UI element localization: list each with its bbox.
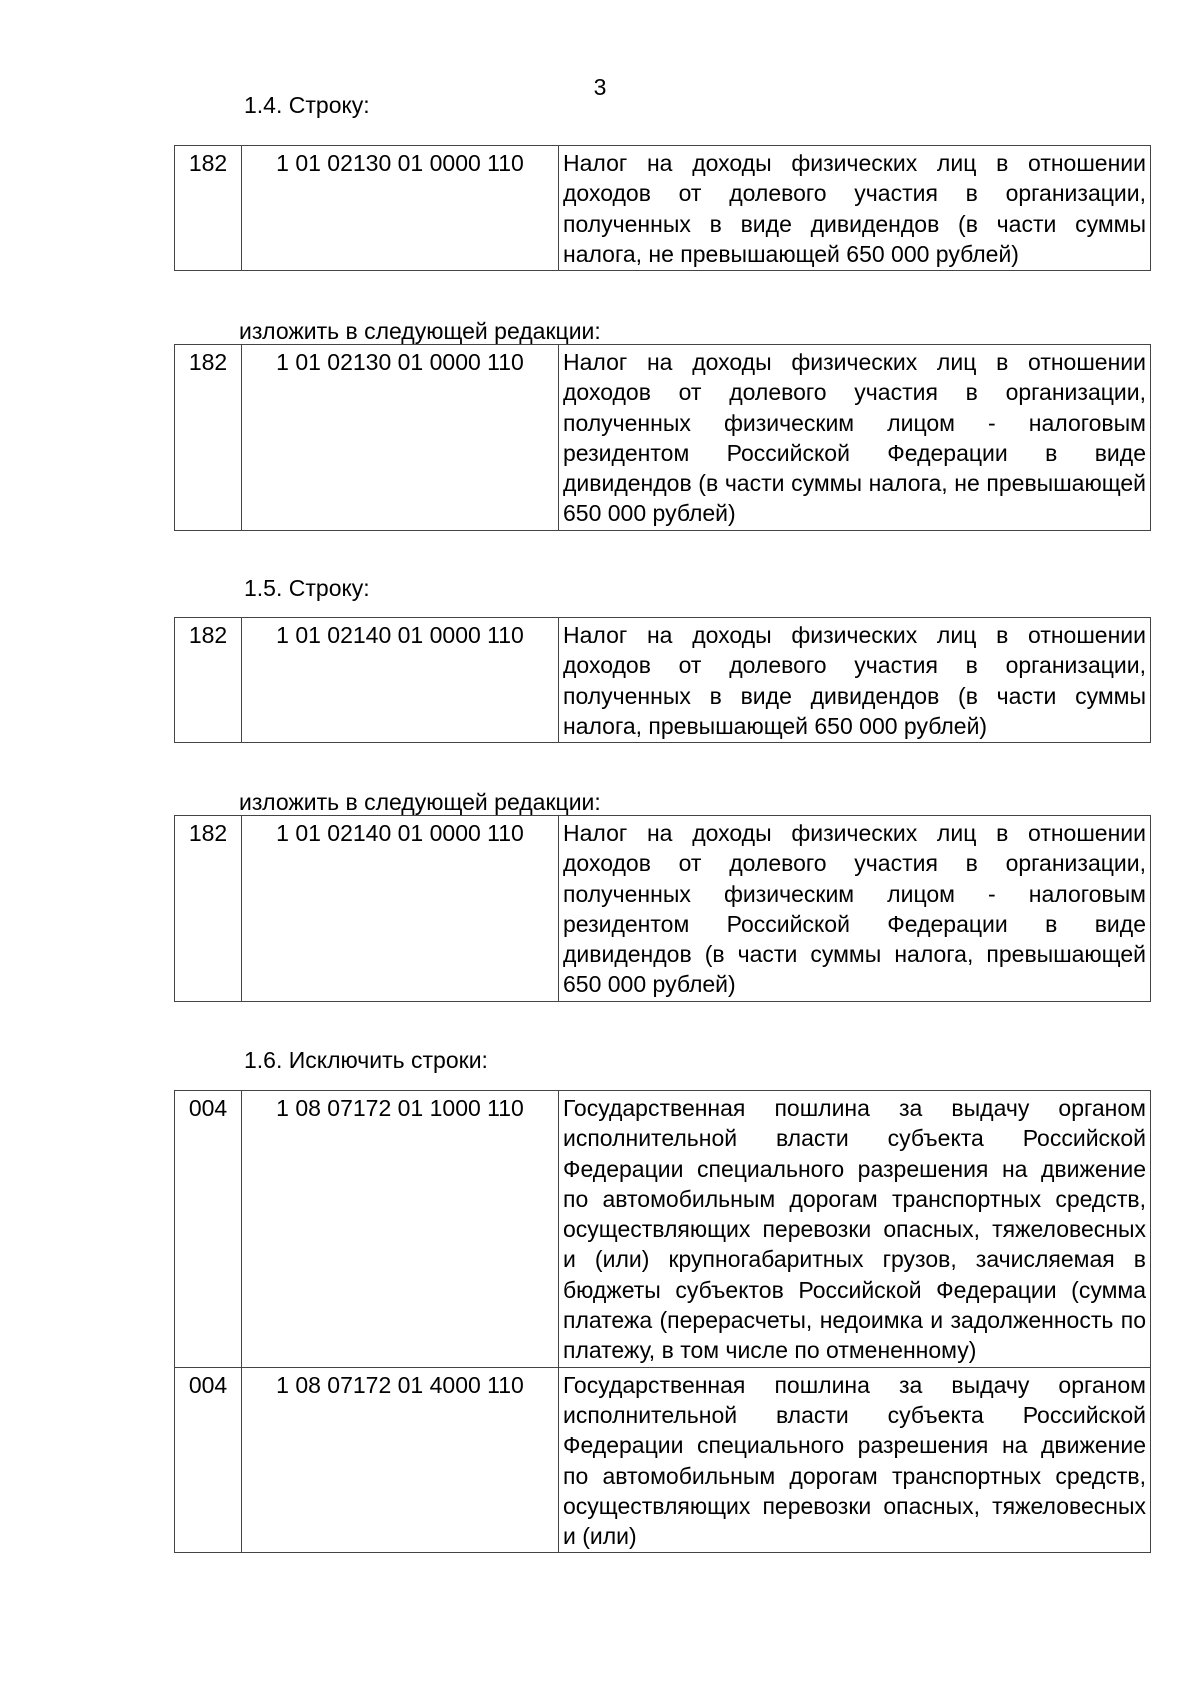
edit-heading-1-5: изложить в следующей редакции: (239, 789, 601, 815)
kbk-cell: 1 01 02140 01 0000 110 (242, 618, 559, 743)
kbk-cell: 1 01 02140 01 0000 110 (242, 816, 559, 1002)
table-row (175, 816, 1151, 1002)
edit-heading-1-4: изложить в следующей редакции: (239, 318, 601, 344)
code-cell: 182 (175, 146, 242, 271)
table-1-5-original (174, 617, 1151, 743)
table-row (175, 1367, 1151, 1553)
kbk-cell: 1 08 07172 01 4000 110 (242, 1367, 559, 1553)
code-cell: 004 (175, 1091, 242, 1368)
table-row (175, 345, 1151, 531)
table-1-5-new (174, 815, 1151, 1002)
description-cell: Налог на доходы физических лиц в отношении доходов от долевого участия в организации, полученных в виде дивидендов (в части суммы налога, превышающей 650 000 рублей) (559, 618, 1151, 743)
table-row (175, 618, 1151, 743)
description-cell: Налог на доходы физических лиц в отношении доходов от долевого участия в организации, полученных физическим лицом - налоговым резидентом Российской Федерации в виде дивидендов (в части суммы налога, превышающей 650 000 рублей) (559, 816, 1151, 1002)
code-cell: 182 (175, 816, 242, 1002)
section-heading-1-5: 1.5. Строку: (244, 575, 370, 601)
table-1-6-excluded (174, 1090, 1151, 1553)
table-row (175, 146, 1151, 271)
table-1-4-new (174, 344, 1151, 531)
description-cell: Налог на доходы физических лиц в отношении доходов от долевого участия в организации, полученных физическим лицом - налоговым резидентом Российской Федерации в виде дивидендов (в части суммы налога, не превышающей 650 000 рублей) (559, 345, 1151, 531)
kbk-cell: 1 01 02130 01 0000 110 (242, 146, 559, 271)
section-heading-1-6: 1.6. Исключить строки: (244, 1047, 488, 1073)
code-cell: 004 (175, 1367, 242, 1553)
code-cell: 182 (175, 345, 242, 531)
page-number: 3 (593, 74, 607, 100)
description-cell: Налог на доходы физических лиц в отношении доходов от долевого участия в организации, полученных в виде дивидендов (в части суммы налога, не превышающей 650 000 рублей) (559, 146, 1151, 271)
code-cell: 182 (175, 618, 242, 743)
description-cell: Государственная пошлина за выдачу органом исполнительной власти субъекта Российской Федерации специального разрешения на движение по автомобильным дорогам транспортных средств, осуществляющих перевозки опасных, тяжеловесных и (или) крупногабаритных грузов, зачисляемая в бюджеты субъектов Российской Федерации (сумма платежа (перерасчеты, недоимка и задолженность по платежу, в том числе по отмененному) (559, 1091, 1151, 1368)
kbk-cell: 1 01 02130 01 0000 110 (242, 345, 559, 531)
table-row (175, 1091, 1151, 1368)
description-cell: Государственная пошлина за выдачу органом исполнительной власти субъекта Российской Федерации специального разрешения на движение по автомобильным дорогам транспортных средств, осуществляющих перевозки опасных, тяжеловесных и (или) (559, 1367, 1151, 1553)
kbk-cell: 1 08 07172 01 1000 110 (242, 1091, 559, 1368)
table-1-4-original (174, 145, 1151, 271)
section-heading-1-4: 1.4. Строку: (244, 92, 370, 118)
